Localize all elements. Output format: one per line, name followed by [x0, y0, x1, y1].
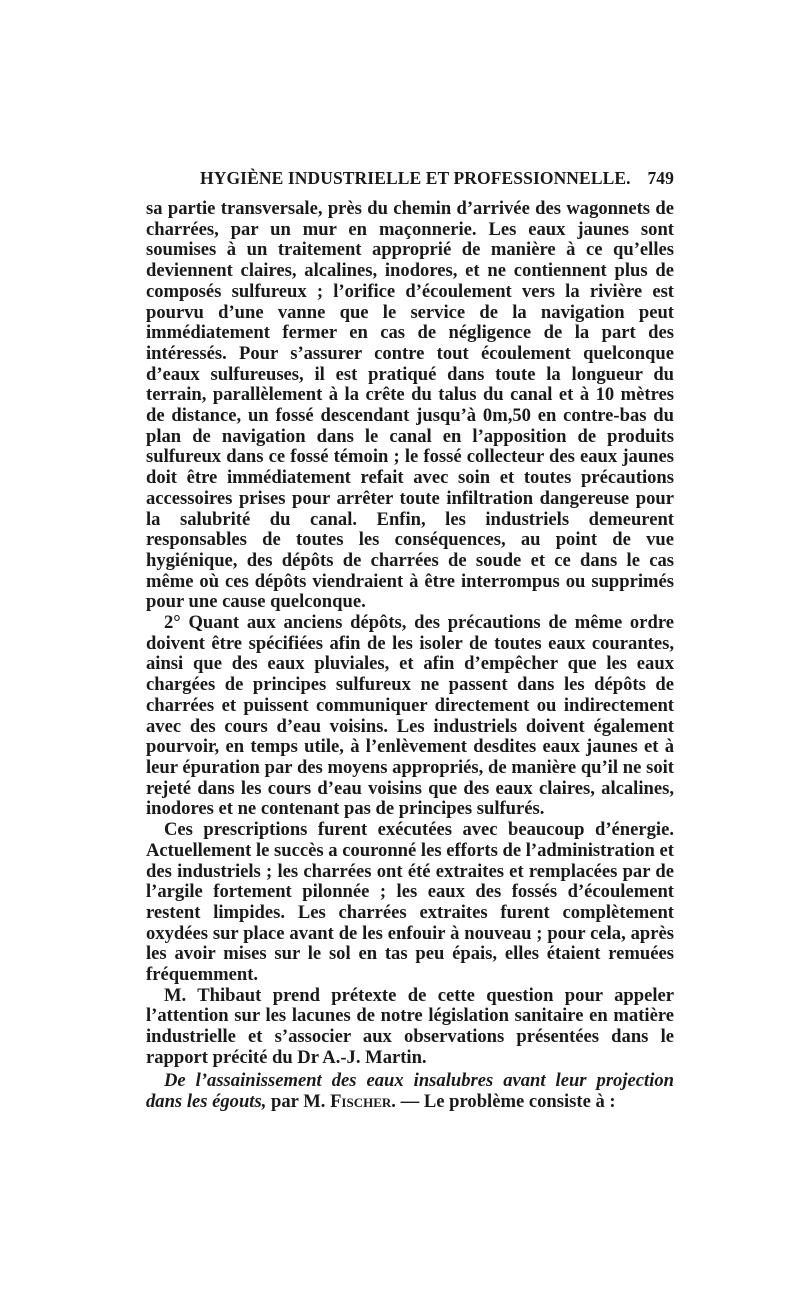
page-header: [200, 168, 674, 189]
section-continuation: . — Le problème consiste à :: [391, 1091, 616, 1112]
section-by: par M.: [266, 1091, 331, 1112]
section-author: Fischer: [330, 1091, 392, 1112]
section-title: De l’assainissement des eaux insalubres avant leur projection dans les égouts,: [146, 1070, 674, 1112]
section-opening: [146, 1070, 674, 1112]
body-text: [146, 199, 674, 1069]
paragraph-old-deposits: 2° Quant aux anciens dépôts, des précautions de même ordre doivent être spécifiées afin de les isoler de toutes eaux courantes, ainsi que des eaux pluviales, et afin d’empêcher que les eaux chargées de principes sulfureux ne passent dans les dépôts de charrées et puissent communiquer directement ou indirectement avec des cours d’eau voisins. Les industriels doivent également pourvoir, en temps utile, à l’enlèvement desdites eaux jaunes et à leur épuration par des moyens appropriés, de manière qu’il ne soit rejeté dans les cours d’eau voisins que des eaux claires, alcalines, inodores et ne contenant pas de principes sulfurés.: [146, 612, 674, 820]
paragraph-results: Ces prescriptions furent exécutées avec beaucoup d’énergie. Actuellement le succès a couronné les efforts de l’administration et des industriels ; les charrées ont été extraites et remplacées par de l’argile fortement pilonnée ; les eaux des fossés d’écoulement restent limpides. Les charrées extraites furent complètement oxydées sur place avant de les enfouir à nouveau ; pour cela, après les avoir mises sur le sol en tas peu épais, elles étaient remuées fréquemment.: [146, 819, 674, 986]
paragraph-continued: sa partie transversale, près du chemin d’arrivée des wagonnets de charrées, par un mur en maçonnerie. Les eaux jaunes sont soumises à un traitement approprié de manière à ce qu’elles deviennent claires, alcalines, inodores, et ne contiennent plus de composés sulfureux ; l’orifice d’écoulement vers la rivière est pourvu d’une vanne que le service de la navigation peut immédiatement fermer en cas de négligence de la part des intéressés. Pour s’assurer contre tout écoulement quelconque d’eaux sulfureuses, il est pratiqué dans toute la longueur du terrain, parallèlement à la crête du talus du canal et à 10 mètres de distance, un fossé descendant jusqu’à 0m,50 en contre-bas du plan de navigation dans le canal en l’apposition de produits sulfureux dans ce fossé témoin ; le fossé collecteur des eaux jaunes doit être immédiatement refait avec soin et toutes précautions accessoires prises pour arrêter toute infiltration dangereuse pour la salubrité du canal. Enfin, les industriels demeurent responsables de toutes les conséquences, au point de vue hygiénique, des dépôts de charrées de soude et ce dans le cas même où ces dépôts viendraient à être interrompus ou supprimés pour une cause quelconque.: [146, 198, 674, 613]
paragraph-thibaut: M. Thibaut prend prétexte de cette question pour appeler l’attention sur les lacunes de notre législation sanitaire en matière industrielle et s’associer aux observations présentées dans le rapport précité du Dr A.-J. Martin.: [146, 984, 674, 1068]
page-number: 749: [647, 168, 674, 188]
running-title: HYGIÈNE INDUSTRIELLE ET PROFESSIONNELLE.: [200, 168, 631, 188]
